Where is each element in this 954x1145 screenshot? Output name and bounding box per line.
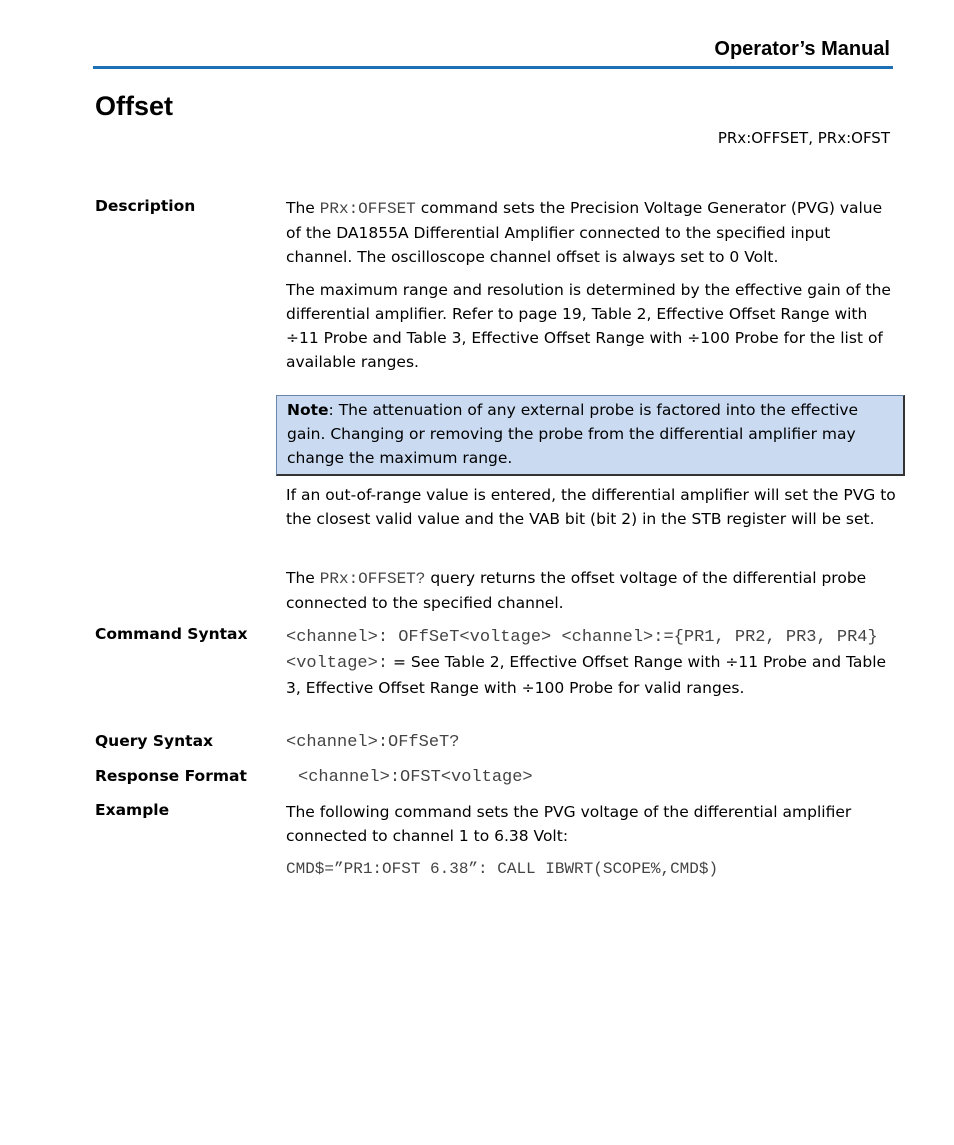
description-p4-code: PRx:OFFSET? [319,570,426,588]
header-title: Operator’s Manual [714,38,890,60]
header-rule [93,66,893,69]
description-p1-pre: The [286,199,320,217]
description-paragraph-3: If an out-of-range value is entered, the differential amplifier will set the PVG to the closest valid value and the VAB bit (bit 2) in the STB register will be set. [286,486,896,528]
command-syntax-code: <channel>: OFfSeT<voltage> <channel>:={PR1, PR2, PR3, PR4} <voltage>: [286,628,878,673]
example-code: CMD$=”PR1:OFST 6.38”: CALL IBWRT(SCOPE%,CMD$) [286,860,719,878]
command-syntax-text: = See Table 2, Effective Offset Range with ÷11 Probe and Table 3, Effective Offset Range with ÷100 Probe for valid ranges. [286,653,887,697]
note-label: Note [287,401,329,419]
description-paragraph-1 [286,196,896,269]
note-text: : The attenuation of any external probe is factored into the effective gain. Changing or removing the probe from the differential amplifier may change the maximum range. [287,401,859,467]
description-p4-post: query returns the offset voltage of the differential probe connected to the specified channel. [286,569,867,612]
description-p1-post: command sets the Precision Voltage Generator (PVG) value of the DA1855A Differential Amplifier connected to the specified input channel. The oscilloscope channel offset is always set to 0 Volt. [286,199,883,266]
query-syntax-code: <channel>:OFfSeT? [286,733,460,752]
response-format-code: <channel>:OFST<voltage> [298,768,533,787]
description-paragraph-4 [286,566,896,615]
response-format-label: Response Format [95,767,247,785]
description-p1-code: PRx:OFFSET [319,200,416,218]
description-paragraph-2: The maximum range and resolution is determined by the effective gain of the differential amplifier. Refer to page 19, Table 2, Effective Offset Range with ÷11 Probe and Table 3, Effective Offset Range with ÷100 Probe for the list of available ranges. [286,281,891,371]
command-syntax-body [286,624,896,700]
description-p4-pre: The [286,569,320,587]
command-reference: PRx:OFFSET, PRx:OFST [717,129,890,147]
example-text: The following command sets the PVG voltage of the differential amplifier connected to channel 1 to 6.38 Volt: [286,803,852,845]
note-box [276,395,905,476]
command-syntax-label: Command Syntax [95,625,248,643]
description-label: Description [95,197,196,215]
query-syntax-label: Query Syntax [95,732,214,750]
example-label: Example [95,801,170,819]
section-title: Offset [95,91,174,121]
